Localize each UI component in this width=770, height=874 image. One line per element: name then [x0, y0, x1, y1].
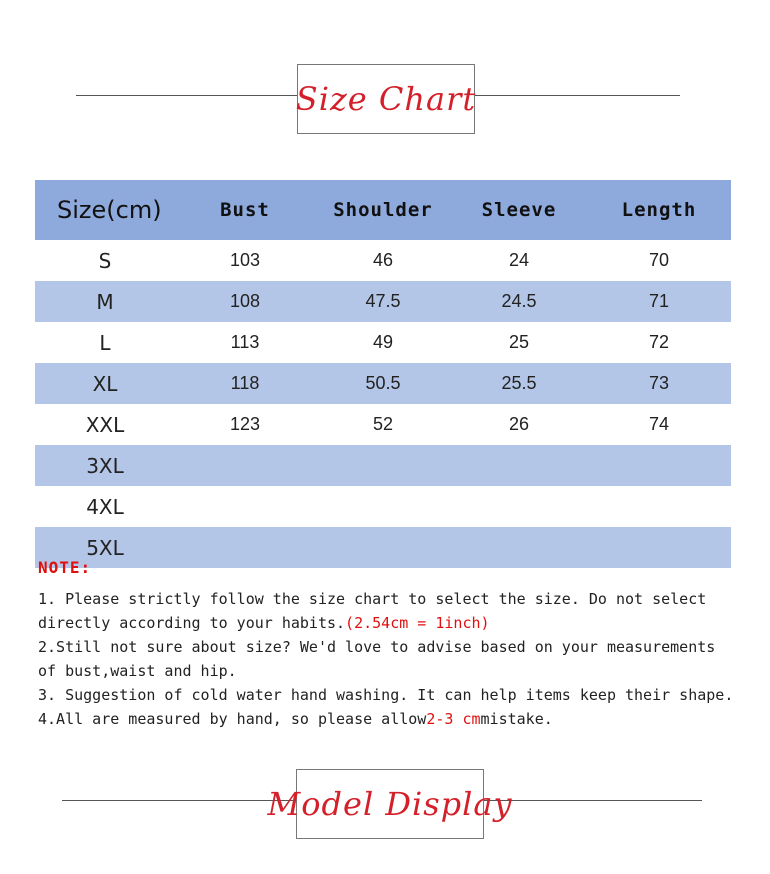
cell-sleeve — [451, 445, 587, 486]
notes-section — [38, 558, 738, 731]
cell-bust — [175, 445, 315, 486]
note-line-1a: 1. Please strictly follow the size chart to select the size. Do not select — [38, 590, 707, 608]
note-line-2b: of bust,waist and hip. — [38, 662, 237, 680]
table-row — [35, 404, 731, 445]
size-table — [35, 180, 731, 568]
cell-shoulder — [315, 486, 451, 527]
note-line-4-pre: 4.All are measured by hand, so please allow — [38, 710, 427, 728]
header-length: Length — [587, 180, 731, 240]
cell-size: L — [35, 322, 175, 363]
cell-bust: 103 — [175, 240, 315, 281]
cell-sleeve: 25 — [451, 322, 587, 363]
table-header-row — [35, 180, 731, 240]
cell-bust — [175, 486, 315, 527]
size-chart-left-rule — [76, 95, 298, 96]
size-chart-title-box — [297, 64, 475, 134]
cell-size: 5XL — [35, 527, 175, 568]
cell-size: XXL — [35, 404, 175, 445]
note-line-1b — [38, 611, 738, 635]
table-row — [35, 281, 731, 322]
cell-length: 72 — [587, 322, 731, 363]
note-line-4-post: mistake. — [480, 710, 553, 728]
cell-size: S — [35, 240, 175, 281]
header-shoulder: Shoulder — [315, 180, 451, 240]
note-tolerance: 2-3 cm — [426, 710, 481, 728]
note-line-1b-text: directly according to your habits. — [38, 614, 346, 632]
cell-bust: 123 — [175, 404, 315, 445]
cell-shoulder: 52 — [315, 404, 451, 445]
cell-shoulder: 49 — [315, 322, 451, 363]
model-display-title-box — [267, 769, 513, 839]
cell-length: 74 — [587, 404, 731, 445]
note-line-4 — [38, 707, 738, 731]
header-size: Size(cm) — [35, 180, 175, 240]
model-display-right-rule — [484, 800, 702, 801]
cell-shoulder: 46 — [315, 240, 451, 281]
model-display-title: Model Display — [267, 785, 513, 823]
cell-shoulder — [315, 445, 451, 486]
table-row — [35, 322, 731, 363]
header-sleeve: Sleeve — [451, 180, 587, 240]
header-bust: Bust — [175, 180, 315, 240]
note-conversion: (2.54cm = 1inch) — [345, 614, 490, 632]
table-row — [35, 240, 731, 281]
cell-sleeve: 25.5 — [451, 363, 587, 404]
note-line-3: 3. Suggestion of cold water hand washing. It can help items keep their shape. — [38, 686, 734, 704]
note-line-2a: 2.Still not sure about size? We'd love to advise based on your measurements — [38, 638, 716, 656]
cell-bust: 108 — [175, 281, 315, 322]
cell-sleeve: 24 — [451, 240, 587, 281]
cell-size: 3XL — [35, 445, 175, 486]
cell-size: XL — [35, 363, 175, 404]
cell-length: 70 — [587, 240, 731, 281]
cell-shoulder: 50.5 — [315, 363, 451, 404]
cell-length: 73 — [587, 363, 731, 404]
cell-size: 4XL — [35, 486, 175, 527]
cell-bust: 113 — [175, 322, 315, 363]
cell-size: M — [35, 281, 175, 322]
table-row — [35, 363, 731, 404]
table-row — [35, 486, 731, 527]
size-chart-title: Size Chart — [295, 80, 477, 118]
cell-length: 71 — [587, 281, 731, 322]
model-display-left-rule — [62, 800, 296, 801]
cell-bust: 118 — [175, 363, 315, 404]
size-chart-right-rule — [474, 95, 680, 96]
cell-length — [587, 445, 731, 486]
cell-sleeve: 26 — [451, 404, 587, 445]
cell-sleeve — [451, 486, 587, 527]
cell-length — [587, 486, 731, 527]
cell-sleeve: 24.5 — [451, 281, 587, 322]
cell-shoulder: 47.5 — [315, 281, 451, 322]
note-title: NOTE: — [38, 558, 92, 577]
table-row — [35, 445, 731, 486]
